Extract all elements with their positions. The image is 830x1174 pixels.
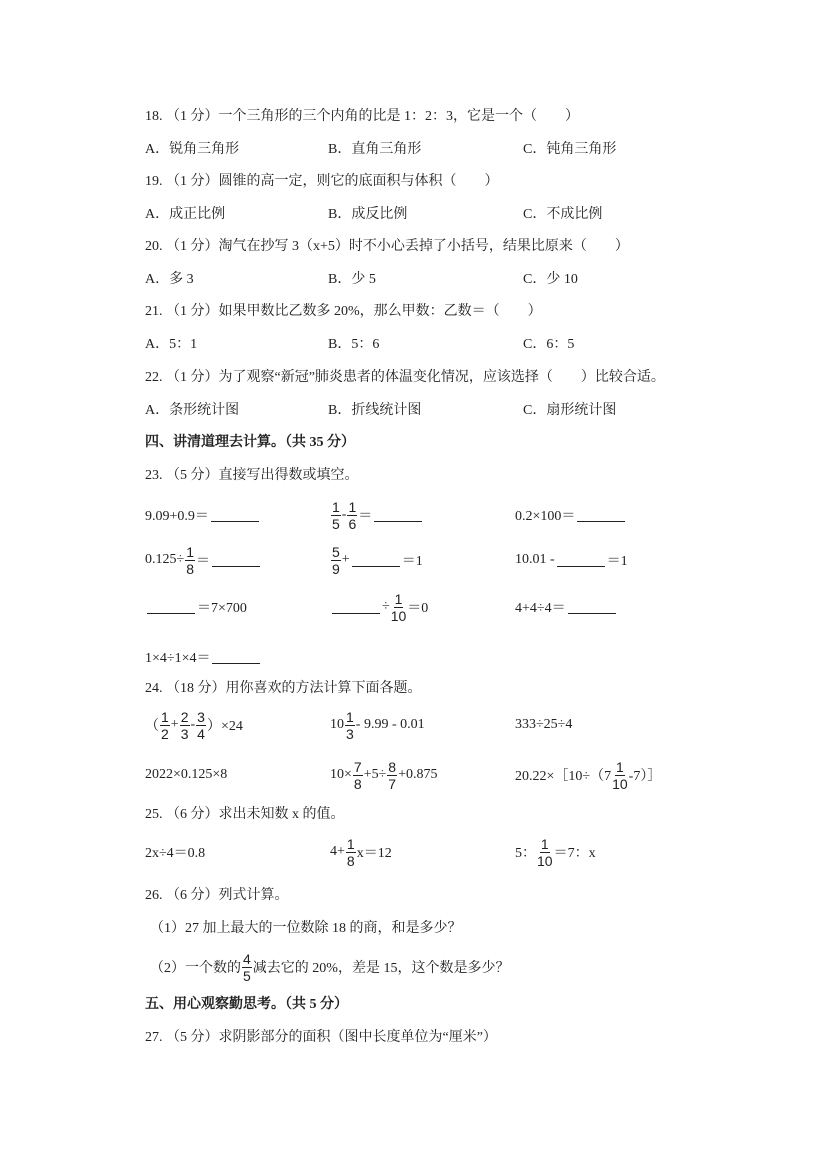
question-number: 23. [145,468,163,483]
calc-item [145,637,262,677]
question-text: 一个三角形的三个内角的比是 1：2：3，它是一个（ ） [218,109,579,124]
calc-item [515,540,628,580]
expression-text: （ [145,719,159,734]
option-b: B．5：6 [328,337,380,352]
fraction-numerator: 1 [161,708,169,725]
fraction [347,499,357,532]
question-number: 21. [145,304,163,319]
expression-text: 20.22×［10÷（7 [515,769,612,784]
answer-blank [577,509,625,522]
expression-text: -7）］ [628,769,662,784]
fraction-denominator: 3 [346,725,354,742]
expression-text: - [190,717,196,732]
expression-text: ＝0 [407,601,429,616]
option-a: A．成正比例 [145,207,226,222]
question-score: （1 分） [166,370,219,385]
expression-text: - [341,507,347,522]
expression-text: ＝1 [401,554,423,569]
option-b: B．成反比例 [328,207,408,222]
answer-blank [374,509,422,522]
fraction-denominator: 3 [180,725,189,742]
expression-text: 1×4÷1×4＝ [145,651,211,666]
question-text: 用你喜欢的方法计算下面各题。 [225,681,422,696]
fraction-denominator: 4 [197,725,205,742]
fraction-numerator: 1 [540,835,549,852]
calc-item [515,705,572,745]
fraction [160,709,170,742]
option-a: A．条形统计图 [145,403,240,418]
option-c: C．6：5 [523,337,575,352]
option-c: C．少 10 [523,272,578,287]
option-b: B．少 5 [328,272,376,287]
fraction-denominator: 2 [161,725,169,742]
equation-item [515,832,596,872]
question-score: （1 分） [166,304,219,319]
question-score: （6 分） [166,807,219,822]
answer-blank [211,509,259,522]
calc-item [145,587,247,627]
option-a: A．5：1 [145,337,198,352]
question-score: （6 分） [166,888,219,903]
question-number: 26. [145,888,163,903]
calc-item [330,540,423,580]
fraction [331,499,341,532]
expression-text: + [170,717,179,732]
answer-blank [332,601,380,614]
fraction-numerator: 5 [332,543,340,560]
expression-text: ＝ [195,554,210,569]
fraction [180,709,190,742]
expression-text: 333÷25÷4 [515,717,573,732]
calc-item [145,540,262,580]
fraction-denominator: 9 [332,560,340,577]
fraction-denominator: 8 [346,852,355,869]
expression-text: 0.2×100＝ [515,509,576,524]
fraction-denominator: 8 [353,775,362,792]
expression-text: 9.09+0.9＝ [145,509,209,524]
question-score: （1 分） [166,174,219,189]
expression-text: 4+ [330,844,345,859]
fraction [353,759,363,792]
expression-text: ＝1 [606,554,628,569]
question-number: 25. [145,807,163,822]
fraction [537,836,553,869]
fraction-denominator: 6 [348,515,357,532]
option-b: B．直角三角形 [328,142,422,157]
question-score: （18 分） [166,681,226,696]
calc-item [330,495,424,535]
question-23-header [145,467,359,485]
fraction-numerator: 1 [346,835,355,852]
question-26-sub-2 [150,947,509,987]
expression-text: 2x÷4＝0.8 [145,846,206,861]
fraction-numerator: 3 [197,708,205,725]
expression-text: ÷ [382,599,390,614]
expression-text: 减去它的 20%，差是 15，这个数是多少？ [252,961,510,976]
fraction [345,709,355,742]
fraction [196,709,206,742]
question-text: 列式计算。 [218,888,289,903]
option-b: B．折线统计图 [328,403,422,418]
fraction [242,951,252,984]
question-20 [145,238,629,256]
fraction-numerator: 1 [348,498,357,515]
equation-item [330,832,392,872]
question-25-header [145,806,345,824]
question-24-header [145,680,422,698]
fraction-numerator: 1 [615,758,624,775]
fraction-denominator: 5 [332,515,340,532]
fraction-numerator: 1 [394,590,403,607]
expression-text: 10 [330,717,344,732]
expression-text: 2022×0.125×8 [145,767,228,782]
calc-item [515,495,627,535]
expression-text: - 9.99 - 0.01 [355,717,425,732]
question-number: 22. [145,370,163,385]
question-22 [145,369,665,387]
expression-text: +5÷ [363,767,387,782]
fraction-denominator: 10 [612,775,628,792]
answer-blank [352,554,400,567]
fraction [346,836,356,869]
fraction [185,544,195,577]
fraction-denominator: 10 [537,852,553,869]
answer-blank [557,554,605,567]
question-score: （1 分） [166,109,219,124]
expression-text: ＝ [358,509,373,524]
question-score: （5 分） [166,468,219,483]
option-c: C．扇形统计图 [523,403,617,418]
section-5-heading: 五、用心观察勤思考。（共 5 分） [145,997,348,1012]
fraction-numerator: 8 [388,758,397,775]
fraction-denominator: 8 [186,560,194,577]
question-27-header [145,1029,497,1047]
fraction [612,759,628,792]
expression-text: +0.875 [398,767,438,782]
question-text: 如果甲数比乙数多 20%，那么甲数：乙数＝（ ） [218,304,542,319]
expression-text: + [341,552,350,567]
expression-text: 0.125÷ [145,552,185,567]
expression-text: ＝7：x [553,846,596,861]
question-text: 求阴影部分的面积（图中长度单位为“厘米”） [218,1030,497,1045]
question-number: 27. [145,1030,163,1045]
question-26-sub-1: （1）27 加上最大的一位数除 18 的商，和是多少？ [150,921,462,936]
answer-blank [568,601,616,614]
question-text: 求出未知数 x 的值。 [218,807,345,822]
question-text: 淘气在抄写 3（x+5）时不小心丢掉了小括号，结果比原来（ ） [218,239,629,254]
calc-item [330,755,438,795]
fraction-denominator: 5 [243,967,251,984]
question-number: 18. [145,109,163,124]
question-text: 圆锥的高一定，则它的底面积与体积（ ） [218,174,499,189]
expression-text: 10.01 - [515,552,555,567]
question-score: （1 分） [166,239,219,254]
question-text: 直接写出得数或填空。 [218,468,359,483]
fraction [331,544,341,577]
equation-item [145,832,205,872]
fraction [387,759,397,792]
fraction-numerator: 2 [180,708,189,725]
answer-blank [212,651,260,664]
section-4-heading: 四、讲清道理去计算。（共 35 分） [145,435,355,450]
expression-text: 4+4÷4＝ [515,601,566,616]
fraction-numerator: 1 [186,543,194,560]
expression-text: ＝7×700 [197,601,247,616]
fraction-numerator: 4 [243,950,251,967]
question-number: 20. [145,239,163,254]
option-a: A．多 3 [145,272,194,287]
option-c: C．钝角三角形 [523,142,617,157]
expression-text: 5： [515,846,536,861]
expression-text: ）×24 [206,719,243,734]
question-19 [145,173,499,191]
calc-item [145,495,261,535]
expression-text: x＝12 [356,846,392,861]
fraction-numerator: 7 [353,758,362,775]
expression-text: （2）一个数的 [150,961,241,976]
calc-item [145,705,243,745]
question-number: 24. [145,681,163,696]
question-number: 19. [145,174,163,189]
expression-text: 10× [330,767,352,782]
question-text: 为了观察“新冠”肺炎患者的体温变化情况，应该选择（ ）比较合适。 [218,370,665,385]
fraction-numerator: 1 [332,498,340,515]
answer-blank [212,554,260,567]
fraction [391,591,407,624]
answer-blank [147,601,195,614]
question-18 [145,108,579,126]
calc-item [515,755,661,795]
calc-item [145,755,227,795]
question-score: （5 分） [166,1030,219,1045]
question-21 [145,303,542,321]
option-c: C．不成比例 [523,207,603,222]
option-a: A．锐角三角形 [145,142,240,157]
fraction-denominator: 10 [390,607,407,624]
calc-item [330,587,428,627]
calc-item [330,705,425,745]
question-26-header [145,887,289,905]
calc-item [515,587,618,627]
fraction-denominator: 7 [388,775,397,792]
fraction-numerator: 1 [346,708,354,725]
